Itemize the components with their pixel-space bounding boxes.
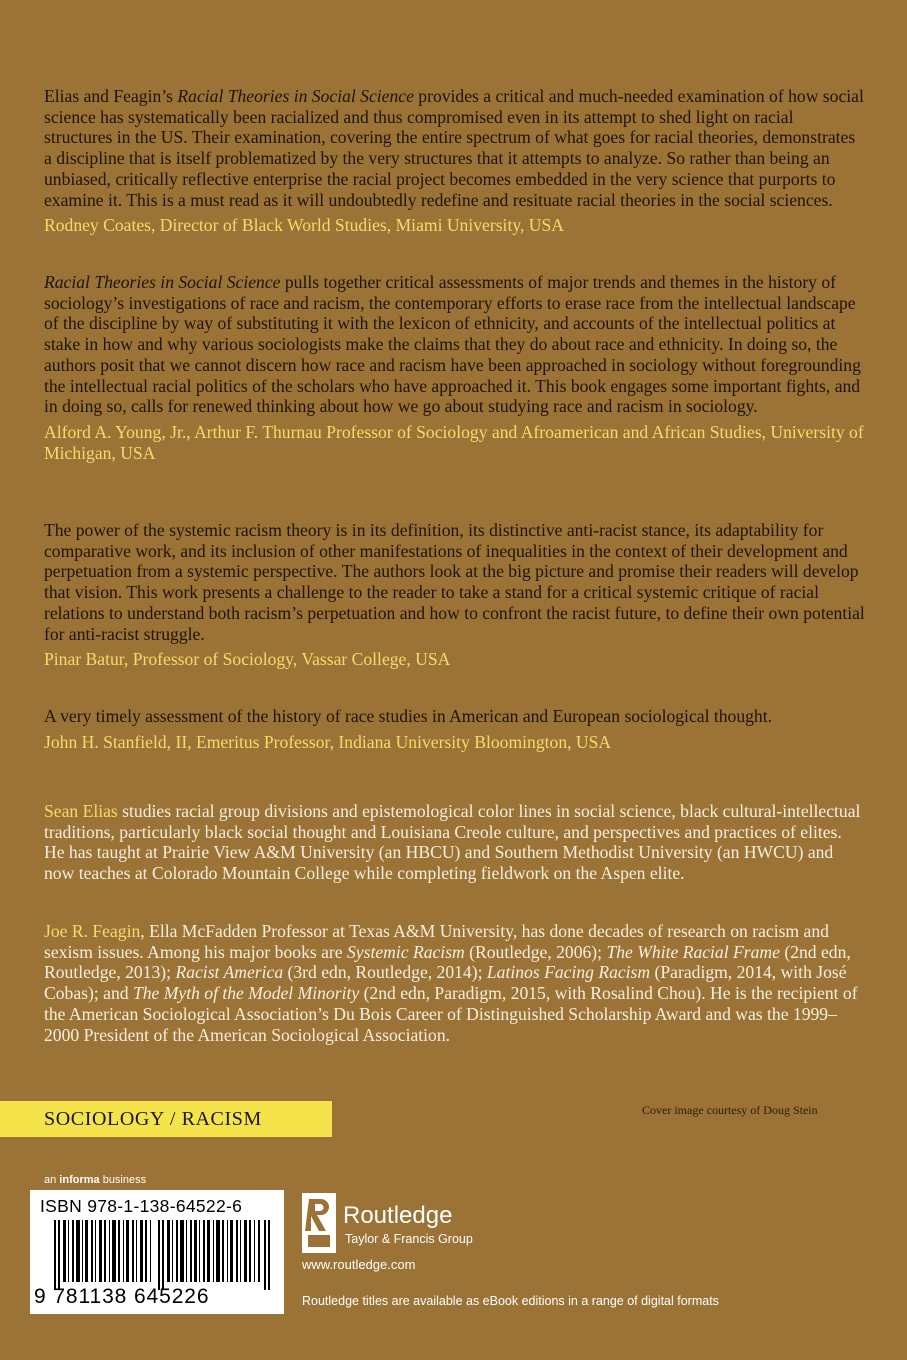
barcode-bars	[54, 1220, 270, 1290]
book-title: Racial Theories in Social Science	[177, 86, 414, 106]
author-name: Sean Elias	[44, 801, 118, 821]
publisher-group: Taylor & Francis Group	[345, 1232, 473, 1246]
review-1	[44, 86, 866, 236]
author-bio-elias: Sean Elias studies racial group divisions and epistemological color lines in social science, black cultural-intellectual traditions, particularly black social thought and Louisiana Creole culture, and perspectives and practices of elites. He has taught at Prairie View A&M University (an HBCU) and Southern Methodist University (an HWCU) and now teaches at Colorado Mountain College while completing fieldwork on the Aspen elite.	[44, 801, 861, 884]
ebook-note: Routledge titles are available as eBook editions in a range of digital formats	[302, 1294, 719, 1308]
review-2-attribution: Alford A. Young, Jr., Arthur F. Thurnau Professor of Sociology and Afroamerican and African Studies, University of Michigan, USA	[44, 421, 864, 463]
review-4	[44, 706, 866, 752]
cover-credit: Cover image courtesy of Doug Stein	[642, 1103, 818, 1117]
review-2	[44, 272, 866, 463]
informa-logo: informa	[59, 1174, 100, 1186]
barcode-digits: 9 781138 645226	[34, 1285, 210, 1308]
review-3-attribution: Pinar Batur, Professor of Sociology, Vassar College, USA	[44, 649, 451, 670]
book-title: Racial Theories in Social Science	[44, 272, 281, 292]
author-bio-feagin: Joe R. Feagin, Ella McFadden Professor at Texas A&M University, has done decades of research on racism and sexism issues. Among his major books are Systemic Racism (Routledge, 2006); The White Racial Frame (2nd edn, Routledge, 2013); Racist America (3rd edn, Routledge, 2014); Latinos Facing Racism (Paradigm, 2014, with José Cobas); and The Myth of the Model Minority (2nd edn, Paradigm, 2015, with Rosalind Chou). He is the recipient of the American Sociological Association’s Du Bois Career of Distinguished Scholarship Award and was the 1999–2000 President of the American Sociological Association.	[44, 921, 858, 1045]
informa-tagline: an informa business	[44, 1174, 147, 1186]
review-3	[44, 520, 866, 670]
review-4-text: A very timely assessment of the history of race studies in American and European sociological thought.	[44, 706, 773, 726]
barcode	[30, 1190, 284, 1314]
review-2-text: Racial Theories in Social Science pulls together critical assessments of major trends and themes in the history of sociology’s investigations of race and racism, the contemporary efforts to erase race from the intellectual landscape of the discipline by way of substituting it with the lexicon of ethnicity, and accounts of the intellectual politics at stake in how and why various sociologists make the claims that they do about race and ethnicity. In doing so, the authors posit that we cannot discern how race and racism have been approached in sociology without foregrounding the intellectual racial politics of the scholars who have approached it. This book engages some important fights, and in doing so, calls for renewed thinking about how we go about studying race and racism in sociology.	[44, 272, 861, 417]
routledge-logo-icon	[302, 1193, 336, 1253]
review-3-text: The power of the systemic racism theory is in its definition, its distinctive anti-racist stance, its adaptability for comparative work, and its inclusion of other manifestations of inequalities in the context of their development and perpetuation from a systemic perspective. The authors look at the big picture and promise their readers will develop that vision. This work presents a challenge to the reader to take a stand for a critical systemic critique of racial relations to understand both racism’s perpetuation and how to confront the racist future, to define their own potential for anti-racist struggle.	[44, 520, 865, 644]
author-name: Joe R. Feagin	[44, 921, 141, 941]
review-1-attribution: Rodney Coates, Director of Black World Studies, Miami University, USA	[44, 215, 564, 236]
publisher-url[interactable]: www.routledge.com	[302, 1257, 416, 1272]
review-4-attribution: John H. Stanfield, II, Emeritus Professor, Indiana University Bloomington, USA	[44, 731, 612, 752]
isbn-label: ISBN 978-1-138-64522-6	[40, 1196, 243, 1216]
review-1-text: Elias and Feagin’s Racial Theories in Social Science provides a critical and much-needed examination of how social science has systematically been racialized and thus compromised even in its attempt to shed light on racial structures in the US. Their examination, covering the entire spectrum of what goes for racial theories, demonstrates a discipline that is itself problematized by the very structures that it attempts to analyze. So rather than being an unbiased, critically reflective enterprise the racial project becomes embedded in the very science that purports to examine it. This is a must read as it will undoubtedly redefine and resituate racial theories in the social sciences.	[44, 86, 864, 210]
category-label: SOCIOLOGY / RACISM	[0, 1101, 332, 1137]
publisher-name: Routledge	[343, 1202, 453, 1229]
